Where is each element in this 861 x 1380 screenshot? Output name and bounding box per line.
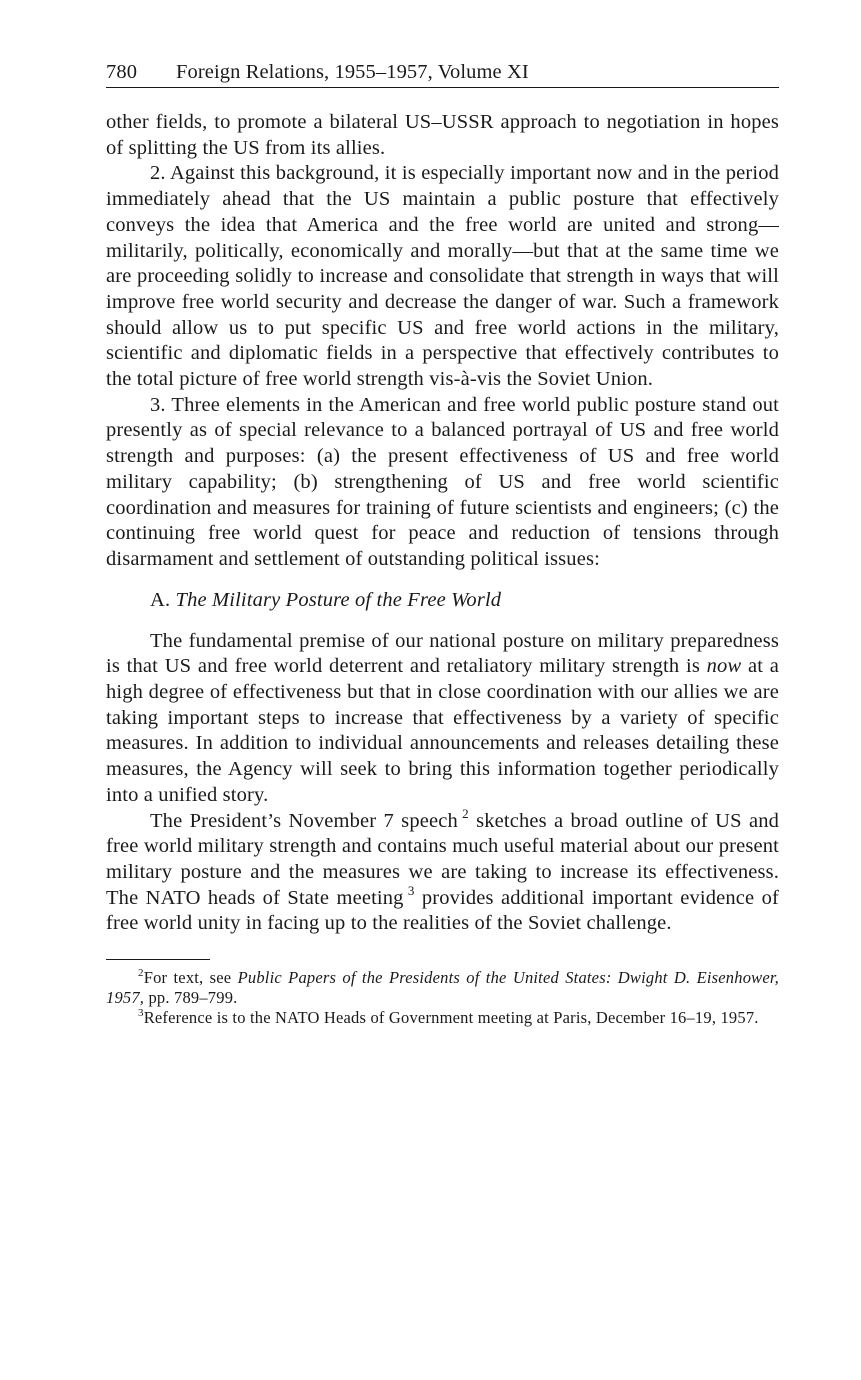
footnote-ref-2: 2 <box>462 805 469 821</box>
footnote-rule <box>106 959 210 960</box>
footnote-2-citation: Public Papers of the Presidents of the United States: Dwight D. Eisenhower, 1957, <box>106 968 779 1008</box>
military-text-b: at a high degree of effectiveness but that in close coordination with our allies we are taking important steps to increase that effectiveness by a variety of specific measures. In addition to individual announcements and releases detailing these measures, the Agency will seek to bring this information together periodically into a unified story. <box>106 655 779 806</box>
footnotes <box>106 968 779 1028</box>
page-number: 780 <box>106 61 138 83</box>
footnote-ref-3: 3 <box>407 882 415 898</box>
section-label: A. <box>150 588 171 611</box>
emphasis-now: now <box>706 655 742 678</box>
volume-title: Foreign Relations, 1955–1957, Volume XI <box>176 61 529 83</box>
president-text-a: The President’s November 7 speech <box>150 809 458 832</box>
body-text <box>106 110 779 937</box>
footnote-3-text: Reference is to the NATO Heads of Government meeting at Paris, December 16–19, 1957. <box>143 1008 759 1028</box>
section-heading-a <box>150 587 779 613</box>
section-title: The Military Posture of the Free World <box>175 588 502 611</box>
paragraph-continuation: other fields, to promote a bilateral US–USSR approach to negotiation in hopes of splitting the US from its allies. <box>106 111 779 159</box>
footnote-2-pages: pp. 789–799. <box>144 988 238 1008</box>
president-text-b: sketches a broad outline of US and free world military strength and contains much useful material about our present military posture and the measures we are taking to increase its effectiveness. The NATO heads of State meeting <box>106 809 780 909</box>
footnote-2-lead: For text, see <box>143 968 238 988</box>
military-text-a: The fundamental premise of our national posture on military preparedness is that US and free world deterrent and retaliatory military strength is <box>106 629 779 678</box>
paragraph-president-speech <box>106 805 780 938</box>
paragraph-3: 3. Three elements in the American and free world public posture stand out presently as of special relevance to a balanced portrayal of US and free world strength and purposes: (a) the present effectiveness of US and free world military capability; (b) strengthening of US and free world scientific coordination and measures for training of future scientists and engineers; (c) the continuing free world quest for peace and reduction of tensions through disarmament and settlement of outstanding political issues: <box>106 393 779 570</box>
paragraph-military-premise <box>106 629 779 809</box>
footnote-marker-3: 3 <box>138 1006 144 1019</box>
document-page <box>106 58 779 1028</box>
president-text-c: provides additional important evidence of free world unity in facing up to the realities of the Soviet challenge. <box>106 886 779 935</box>
paragraph-2: 2. Against this background, it is especially important now and in the period immediately ahead that the US maintain a public posture that effectively conveys the idea that America and the free world are united and strong—militarily, politically, economically and morally—but that at the same time we are proceeding solidly to increase and consolidate that strength in ways that will improve free world security and decrease the danger of war. Such a framework should allow us to put specific US and free world actions in the military, scientific and diplomatic fields in a perspective that effectively contributes to the total picture of free world strength vis-à-vis the Soviet Union. <box>106 162 779 391</box>
running-header <box>106 58 779 88</box>
footnote-marker-2: 2 <box>138 966 144 979</box>
footnote-2 <box>106 968 779 1008</box>
footnote-3 <box>106 1008 779 1028</box>
